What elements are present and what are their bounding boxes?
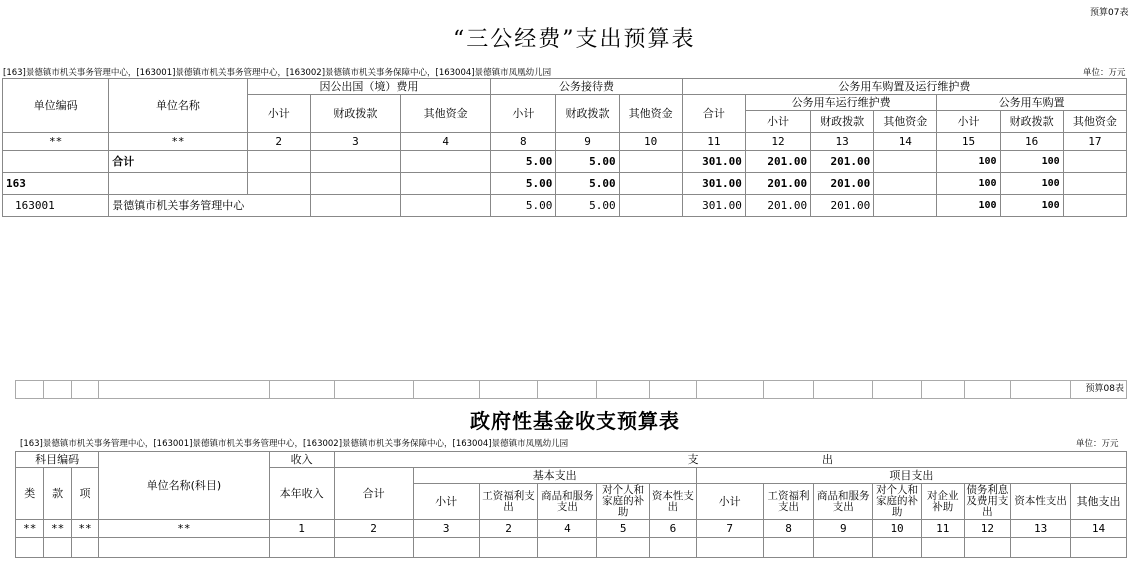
index-cell: 10: [873, 520, 922, 538]
index-cell: **: [44, 520, 71, 538]
index-cell: **: [99, 520, 269, 538]
hdr-other: 其他资金: [619, 95, 682, 133]
cell-vehicle-total: 301.00: [682, 151, 745, 173]
hdr-fiscal: 财政拨款: [1000, 111, 1063, 133]
three-public-table: [2, 78, 1127, 217]
cell-buy-fiscal: 100: [1000, 151, 1063, 173]
row-name: 景德镇市机关事务管理中心: [109, 195, 311, 217]
index-cell: **: [3, 133, 109, 151]
cell-vehicle-total: 301.00: [682, 173, 745, 195]
hdr-subtotal: 小计: [937, 111, 1000, 133]
cell-run-fiscal: 201.00: [811, 195, 874, 217]
table-row: [3, 195, 1127, 217]
hdr-vehicle-buy: 公务用车购置: [937, 95, 1127, 111]
row-code: 163: [3, 173, 109, 195]
cell-reception-subtotal: 5.00: [491, 173, 556, 195]
hdr-total: 合计: [334, 468, 413, 520]
cell-reception-fiscal: 5.00: [556, 173, 619, 195]
index-cell: 12: [964, 520, 1011, 538]
unit-label: 单位：万元: [1076, 439, 1119, 449]
index-cell: 3: [310, 133, 400, 151]
cell-reception-fiscal: 5.00: [556, 151, 619, 173]
index-cell: 3: [413, 520, 479, 538]
hdr-capital: 资本性支出: [1011, 484, 1071, 520]
hdr-other: 其他支出: [1071, 484, 1127, 520]
hdr-fiscal: 财政拨款: [811, 111, 874, 133]
index-cell: **: [71, 520, 98, 538]
hdr-enterprise: 对企业补助: [921, 484, 964, 520]
hdr-basic: 基本支出: [413, 468, 696, 484]
hdr-project: 项目支出: [696, 468, 1126, 484]
index-cell: **: [109, 133, 247, 151]
index-cell: 4: [401, 133, 491, 151]
index-cell: 2: [479, 520, 538, 538]
government-fund-table: [15, 451, 1127, 558]
index-cell: 1: [269, 520, 334, 538]
index-cell: 6: [650, 520, 697, 538]
index-cell: 9: [814, 520, 873, 538]
hdr-vehicle-run: 公务用车运行维护费: [745, 95, 936, 111]
cell-buy-fiscal: 100: [1000, 195, 1063, 217]
table-row: [3, 173, 1127, 195]
table-row: [3, 151, 1127, 173]
index-cell: 13: [1011, 520, 1071, 538]
hdr-fiscal: 财政拨款: [556, 95, 619, 133]
scope-line: [163]景德镇市机关事务管理中心，[163001]景德镇市机关事务管理中心，[163002]景德镇市机关事务保障中心，[163004]景德镇市凤凰幼儿园: [20, 439, 569, 449]
table-tag: 预算07表: [1090, 8, 1129, 18]
index-cell: 8: [763, 520, 814, 538]
cell-run-fiscal: 201.00: [811, 151, 874, 173]
cell-reception-subtotal: 5.00: [491, 151, 556, 173]
hdr-wage: 工资福利支出: [479, 484, 538, 520]
hdr-goods: 商品和服务支出: [814, 484, 873, 520]
hdr-current-income: 本年收入: [269, 468, 334, 520]
cell-run-subtotal: 201.00: [745, 195, 810, 217]
row-name: [109, 173, 247, 195]
hdr-subtotal: 小计: [247, 95, 310, 133]
hdr-other: 其他资金: [874, 111, 937, 133]
index-cell: **: [16, 520, 44, 538]
hdr-capital: 资本性支出: [650, 484, 697, 520]
index-cell: 12: [745, 133, 810, 151]
hdr-family: 对个人和家庭的补助: [597, 484, 650, 520]
hdr-code: 单位编码: [3, 79, 109, 133]
index-cell: 11: [921, 520, 964, 538]
spreadsheet-grid-row: [15, 380, 1127, 399]
hdr-zhi: 支: [687, 453, 699, 466]
hdr-total: 合计: [682, 95, 745, 133]
hdr-subtotal: 小计: [413, 484, 479, 520]
index-cell: 15: [937, 133, 1000, 151]
hdr-subject-code: 科目编码: [16, 452, 99, 468]
index-cell: 7: [696, 520, 763, 538]
hdr-fiscal: 财政拨款: [310, 95, 400, 133]
cell-buy-subtotal: 100: [937, 151, 1000, 173]
cell-reception-fiscal: 5.00: [556, 195, 619, 217]
scope-line: [163]景德镇市机关事务管理中心，[163001]景德镇市机关事务管理中心，[163002]景德镇市机关事务保障中心，[163004]景德镇市凤凰幼儿园: [3, 68, 552, 78]
hdr-other: 其他资金: [401, 95, 491, 133]
cell-vehicle-total: 301.00: [682, 195, 745, 217]
hdr-debt: 债务利息及费用支出: [964, 484, 1011, 520]
page-title: “三公经费”支出预算表: [453, 27, 696, 52]
hdr-name: 单位名称: [109, 79, 247, 133]
index-cell: 4: [538, 520, 597, 538]
index-cell: 5: [597, 520, 650, 538]
row-code: 163001: [3, 195, 109, 217]
cell-run-fiscal: 201.00: [811, 173, 874, 195]
hdr-vehicle: 公务用车购置及运行维护费: [682, 79, 1126, 95]
hdr-kuan: 款: [44, 468, 71, 520]
index-cell: 10: [619, 133, 682, 151]
hdr-goods: 商品和服务支出: [538, 484, 597, 520]
index-cell: 9: [556, 133, 619, 151]
table-row: [16, 538, 1127, 558]
hdr-lei: 类: [16, 468, 44, 520]
index-cell: 8: [491, 133, 556, 151]
hdr-subtotal: 小计: [696, 484, 763, 520]
hdr-abroad: 因公出国（境）费用: [247, 79, 491, 95]
unit-label: 单位：万元: [1083, 68, 1126, 78]
cell-run-subtotal: 201.00: [745, 173, 810, 195]
hdr-subtotal: 小计: [491, 95, 556, 133]
hdr-expense: [334, 452, 1126, 468]
hdr-other: 其他资金: [1063, 111, 1126, 133]
index-cell: 16: [1000, 133, 1063, 151]
index-cell: 14: [1071, 520, 1127, 538]
index-cell: 2: [247, 133, 310, 151]
index-cell: 2: [334, 520, 413, 538]
hdr-subtotal: 小计: [745, 111, 810, 133]
index-cell: 14: [874, 133, 937, 151]
cell-reception-subtotal: 5.00: [491, 195, 556, 217]
hdr-name: 单位名称(科目): [99, 452, 269, 520]
row-name: 合计: [109, 151, 247, 173]
hdr-reception: 公务接待费: [491, 79, 683, 95]
hdr-wage: 工资福利支出: [763, 484, 814, 520]
hdr-income: 收入: [269, 452, 334, 468]
hdr-family: 对个人和家庭的补助: [873, 484, 922, 520]
table-title: 政府性基金收支预算表: [470, 409, 680, 433]
cell-run-subtotal: 201.00: [745, 151, 810, 173]
cell-buy-fiscal: 100: [1000, 173, 1063, 195]
table-tag: 预算08表: [1071, 381, 1127, 399]
cell-buy-subtotal: 100: [937, 195, 1000, 217]
hdr-xiang: 项: [71, 468, 98, 520]
cell-buy-subtotal: 100: [937, 173, 1000, 195]
index-cell: 13: [811, 133, 874, 151]
hdr-chu: 出: [822, 453, 834, 466]
row-code: [3, 151, 109, 173]
index-cell: 17: [1063, 133, 1126, 151]
index-cell: 11: [682, 133, 745, 151]
